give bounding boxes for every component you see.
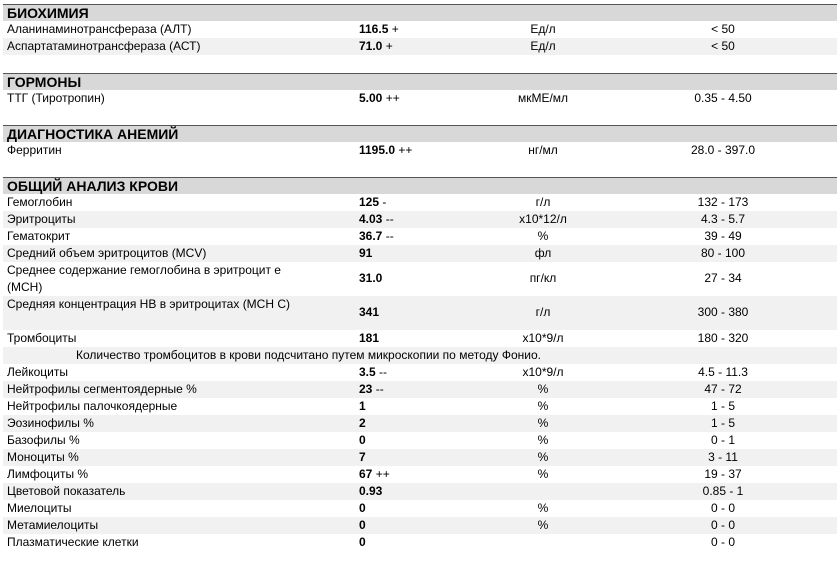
test-value-cell — [359, 228, 394, 245]
test-flag: + — [391, 22, 399, 36]
test-value: 0 — [359, 433, 366, 447]
test-reference: 0 - 0 — [710, 518, 735, 532]
test-unit: % — [537, 467, 549, 481]
test-value: 23 — [359, 382, 373, 396]
test-reference: 1 - 5 — [710, 399, 735, 413]
test-flag: ++ — [398, 143, 413, 157]
test-name: Цветовой показатель — [7, 484, 126, 498]
test-unit: % — [537, 382, 549, 396]
test-reference: 1 - 5 — [710, 416, 735, 430]
test-reference: 28.0 - 397.0 — [690, 143, 756, 157]
test-name: Среднее содержание гемоглобина в эритроцит е (MCH) — [7, 263, 281, 294]
test-value-cell — [359, 38, 393, 55]
test-value: 36.7 — [359, 229, 383, 243]
test-reference: 39 - 49 — [704, 229, 742, 243]
test-reference: < 50 — [711, 39, 735, 53]
test-name: Плазматические клетки — [7, 535, 139, 549]
test-reference: 300 - 380 — [697, 305, 749, 319]
test-unit: % — [537, 433, 549, 447]
test-value-cell — [359, 211, 394, 228]
test-flag: - — [382, 195, 387, 209]
note-row — [3, 347, 837, 364]
table-row — [3, 466, 837, 483]
section-3 — [3, 177, 837, 551]
test-value: 1 — [359, 399, 366, 413]
test-name: Нейтрофилы палочкоядерные — [7, 399, 178, 413]
test-value: 71.0 — [359, 39, 383, 53]
test-unit: г/л — [535, 195, 551, 209]
test-name: Эритроциты — [7, 212, 76, 226]
test-flag: + — [385, 39, 393, 53]
test-value: 2 — [359, 416, 366, 430]
section-title: ДИАГНОСТИКА АНЕМИЙ — [3, 125, 837, 142]
test-value: 0 — [359, 535, 366, 549]
test-value: 125 — [359, 195, 380, 209]
test-reference: < 50 — [711, 22, 735, 36]
table-row — [3, 296, 837, 330]
table-row — [3, 211, 837, 228]
test-reference: 132 - 173 — [697, 195, 749, 209]
test-flag: -- — [385, 229, 394, 243]
test-name: Лейкоциты — [7, 365, 69, 379]
test-value: 0 — [359, 501, 366, 515]
test-name: Моноциты % — [7, 450, 79, 464]
table-row — [3, 364, 837, 381]
test-reference: 0.85 - 1 — [702, 484, 744, 498]
test-value: 1195.0 — [359, 143, 396, 157]
test-value-cell — [359, 483, 382, 500]
test-reference: 180 - 320 — [697, 331, 749, 345]
test-flag: -- — [379, 365, 388, 379]
table-row — [3, 381, 837, 398]
table-row — [3, 21, 837, 38]
test-name: Эозинофилы % — [7, 416, 94, 430]
test-name: Аспартатаминотрансфераза (АСТ) — [7, 39, 201, 53]
test-value: 341 — [359, 305, 380, 319]
test-unit: x10*9/л — [522, 365, 564, 379]
test-value-cell — [359, 517, 366, 534]
test-reference: 0.35 - 4.50 — [694, 91, 752, 105]
test-value-cell — [359, 364, 387, 381]
test-unit: % — [537, 501, 549, 515]
test-value-cell — [359, 381, 384, 398]
section-1 — [3, 73, 837, 107]
test-value: 181 — [359, 331, 380, 345]
section-title: БИОХИМИЯ — [3, 4, 837, 21]
test-value: 0.93 — [359, 484, 383, 498]
test-value-cell — [359, 270, 382, 287]
test-unit: г/л — [535, 305, 551, 319]
table-row — [3, 500, 837, 517]
test-value-cell — [359, 245, 372, 262]
test-reference: 0 - 1 — [710, 433, 735, 447]
test-unit: % — [537, 450, 549, 464]
section-title: ОБЩИЙ АНАЛИЗ КРОВИ — [3, 177, 837, 194]
table-row — [3, 398, 837, 415]
table-row — [3, 194, 837, 211]
test-value-cell — [359, 90, 400, 107]
table-row — [3, 449, 837, 466]
test-value-cell — [359, 142, 412, 159]
test-flag: ++ — [385, 91, 400, 105]
test-name: Базофилы % — [7, 433, 80, 447]
test-reference: 4.3 - 5.7 — [700, 212, 746, 226]
test-flag: -- — [375, 382, 384, 396]
test-value-cell — [359, 194, 386, 211]
test-unit: % — [537, 399, 549, 413]
test-reference: 19 - 37 — [704, 467, 742, 481]
test-value: 116.5 — [359, 22, 389, 36]
test-reference: 3 - 11 — [708, 450, 738, 464]
table-row — [3, 245, 837, 262]
test-name: Гемоглобин — [7, 195, 73, 209]
test-value: 3.5 — [359, 365, 376, 379]
table-row — [3, 228, 837, 245]
test-unit: мкМЕ/мл — [517, 91, 569, 105]
test-value-cell — [359, 432, 366, 449]
test-reference: 27 - 34 — [704, 271, 742, 285]
table-row — [3, 517, 837, 534]
test-value-cell — [359, 304, 379, 321]
test-unit: Ед/л — [530, 39, 556, 53]
table-row — [3, 142, 837, 159]
test-unit: пг/кл — [529, 271, 557, 285]
table-row — [3, 534, 837, 551]
test-flag: -- — [385, 212, 394, 226]
test-unit: фл — [534, 246, 552, 260]
test-reference: 0 - 0 — [710, 501, 735, 515]
test-name: Средняя концентрация HB в эритроцитах (MCH C) — [7, 297, 291, 311]
test-value-cell — [359, 449, 366, 466]
test-name: Метамиелоциты — [7, 518, 99, 532]
test-value: 7 — [359, 450, 366, 464]
test-value: 4.03 — [359, 212, 383, 226]
table-row — [3, 432, 837, 449]
test-value-cell — [359, 330, 379, 347]
test-name: Нейтрофилы сегментоядерные % — [7, 382, 197, 396]
table-row — [3, 38, 837, 55]
test-value: 31.0 — [359, 271, 383, 285]
test-name: Тромбоциты — [7, 331, 77, 345]
section-title: ГОРМОНЫ — [3, 73, 837, 90]
table-row — [3, 262, 837, 296]
test-value: 91 — [359, 246, 373, 260]
test-value-cell — [359, 415, 366, 432]
test-name: Аланинаминотрансфераза (АЛТ) — [7, 22, 192, 36]
test-unit: x10*9/л — [522, 331, 564, 345]
test-value-cell — [359, 500, 366, 517]
test-reference: 0 - 0 — [710, 535, 735, 549]
test-reference: 47 - 72 — [704, 382, 742, 396]
test-name: ТТГ (Тиротропин) — [7, 91, 105, 105]
test-name: Средний объем эритроцитов (MCV) — [7, 246, 207, 260]
test-unit: x10*12/л — [519, 212, 567, 226]
test-name: Ферритин — [7, 143, 62, 157]
test-name: Лимфоциты % — [7, 467, 89, 481]
test-unit: % — [537, 229, 549, 243]
test-reference: 80 - 100 — [700, 246, 746, 260]
table-row — [3, 330, 837, 347]
test-unit: % — [537, 416, 549, 430]
test-unit: Ед/л — [530, 22, 556, 36]
test-value-cell — [359, 534, 366, 551]
test-name: Гематокрит — [7, 229, 71, 243]
test-unit: нг/мл — [528, 143, 558, 157]
test-value-cell — [359, 466, 390, 483]
row-note: Количество тромбоцитов в крови подсчитано путем микроскопии по методу Фонио. — [76, 348, 541, 362]
test-name: Миелоциты — [7, 501, 72, 515]
section-0 — [3, 4, 837, 55]
table-row — [3, 415, 837, 432]
section-2 — [3, 125, 837, 159]
test-value-cell — [359, 21, 399, 38]
table-row — [3, 90, 837, 107]
test-flag: ++ — [375, 467, 390, 481]
test-unit: % — [537, 518, 549, 532]
test-value: 5.00 — [359, 91, 383, 105]
test-value: 0 — [359, 518, 366, 532]
table-row — [3, 483, 837, 500]
test-value: 67 — [359, 467, 373, 481]
test-value-cell — [359, 398, 366, 415]
test-reference: 4.5 - 11.3 — [698, 365, 748, 379]
